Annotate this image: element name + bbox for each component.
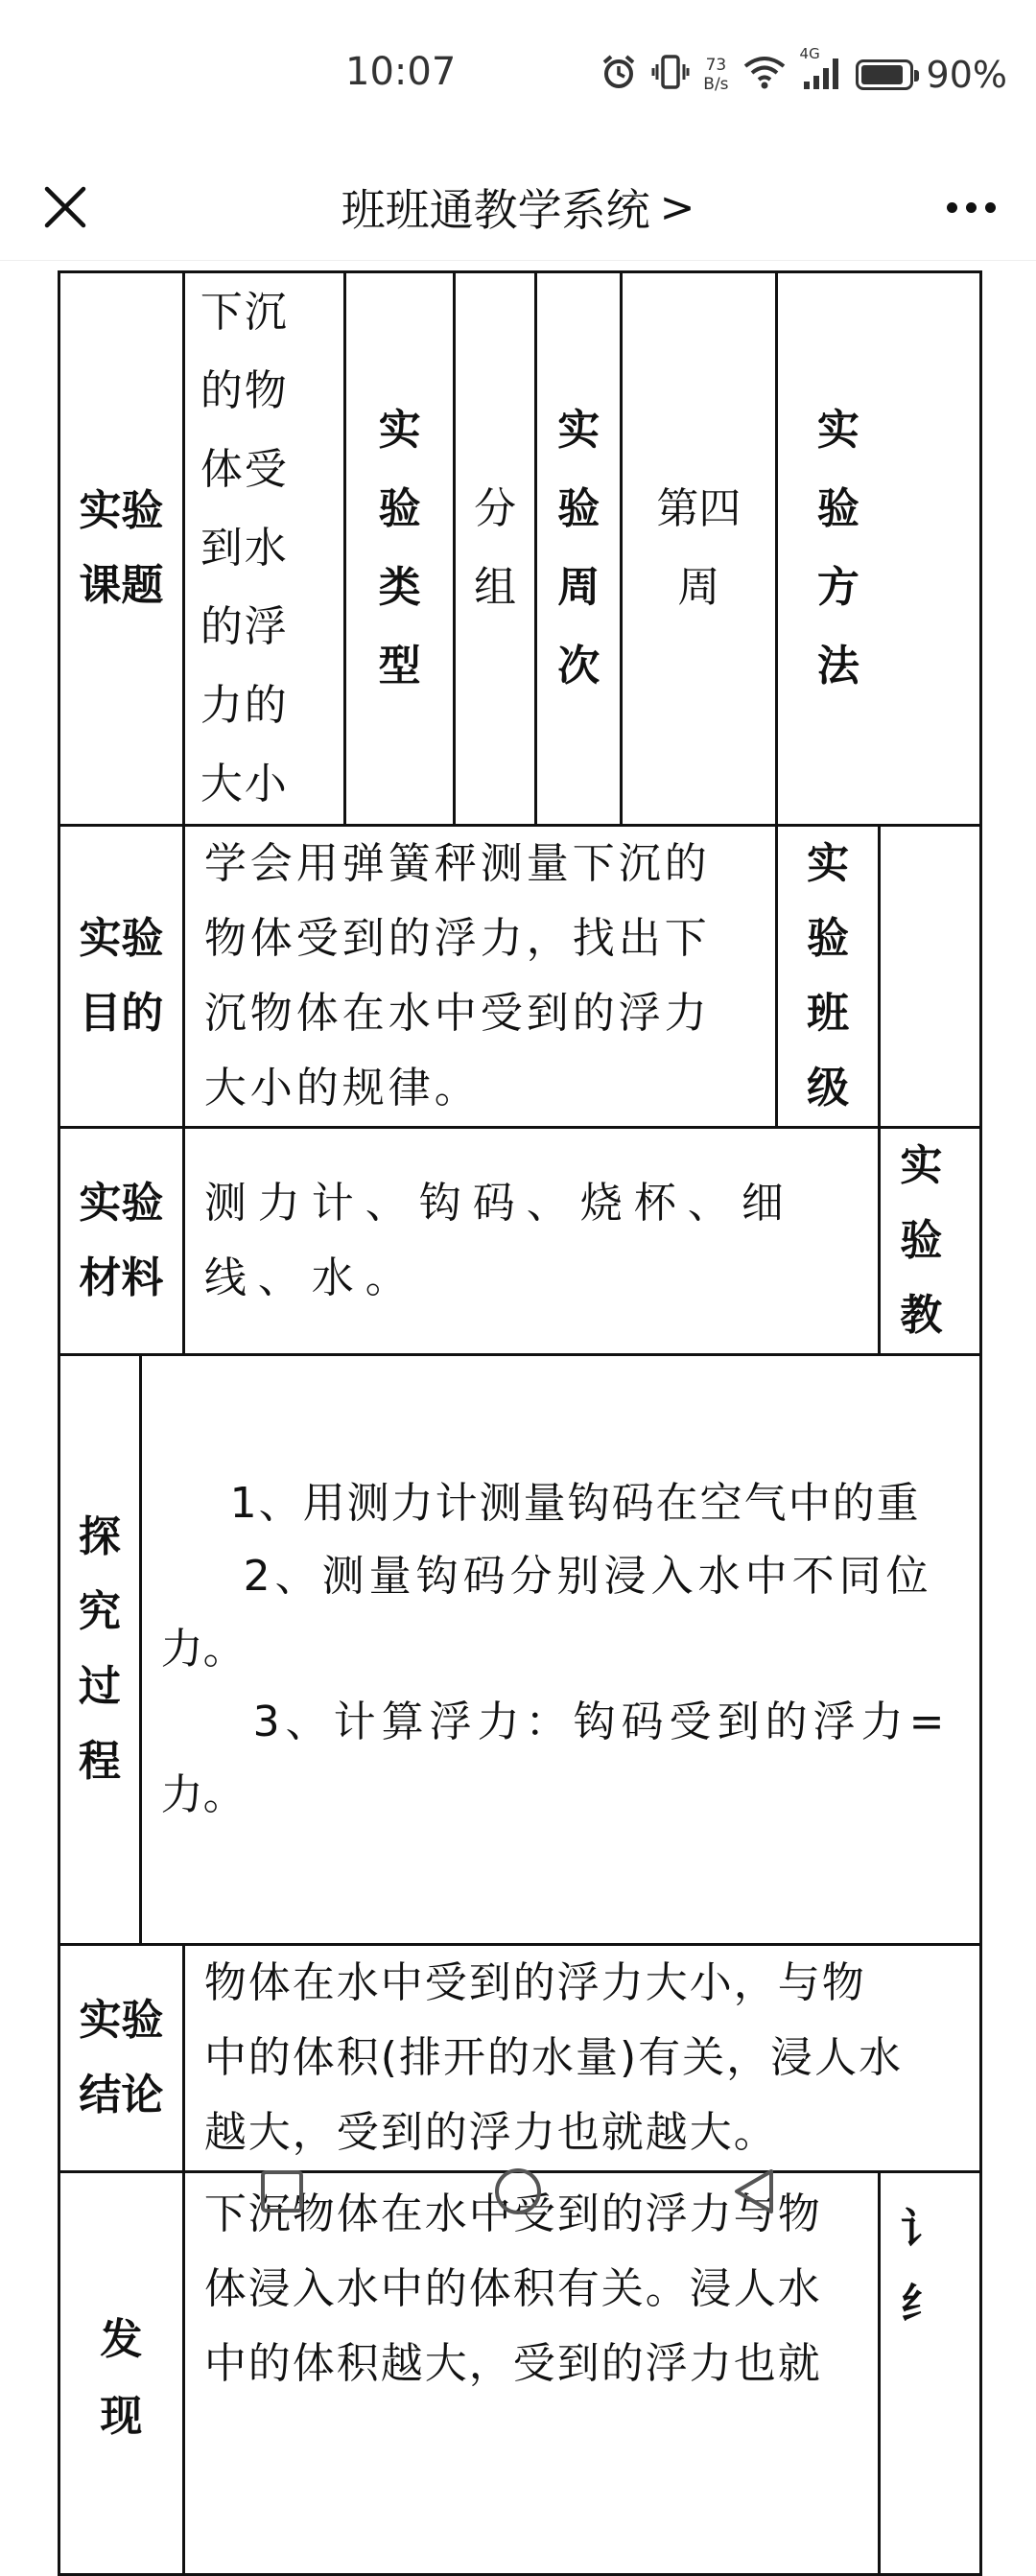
type-label-text: 实验类型 [378,406,421,691]
chevron-right-icon: > [659,182,695,232]
purpose-value-text: 学会用弹簧秤测量下沉的物体受到的浮力，找出下沉物体在水中受到的浮力大小的规律。 [203,839,711,1112]
network-speed-unit: B/s [703,75,729,94]
table-row [59,1945,981,2172]
method-label-text: 实验方法 [816,406,859,691]
home-button[interactable] [489,2163,547,2220]
process-step-3-cont: 力。 [160,1770,246,1819]
recent-apps-icon [259,2168,305,2214]
more-dot-icon [966,202,977,213]
conclusion-line-1: 物体在水中受到的浮力大小，与物 [203,1958,866,2007]
document-viewport[interactable] [0,261,982,2441]
class-label [776,826,879,1128]
materials-value [183,1128,880,1355]
method-label [776,272,980,826]
status-icons [600,44,1007,102]
back-button[interactable] [725,2163,783,2220]
more-dot-icon [985,202,996,213]
table-row [59,1355,981,1945]
type-value [454,272,535,826]
vibrate-icon [651,53,690,98]
process-step-2: 2、测量钩码分别浸入水中不同位 [243,1552,933,1601]
process-value [140,1355,980,1945]
teacher-label [880,1128,981,1355]
process-label [59,1355,141,1945]
materials-value-text: 测力计、钩码、烧杯、细线、水。 [203,1179,795,1302]
type-value-text: 分组 [474,484,517,612]
nav-bar [0,153,1036,261]
conclusion-line-2: 中的体积(排开的水量)有关，浸人水 [203,2033,904,2082]
table-row [59,826,981,1128]
conclusion-label-text: 实验结论 [79,1996,164,2119]
recent-apps-button[interactable] [253,2163,311,2220]
page-title[interactable] [0,153,1036,261]
conclusion-label [59,1945,184,2172]
process-step-1: 1、用测力计测量钩码在空气中的重 [229,1479,921,1528]
discovery-value-text: 下沉物体在水中受到的浮力与物体浸入水中的体积有关。浸人水中的体积越大，受到的浮力也就 [203,2190,822,2388]
topic-label [59,272,184,826]
class-label-text: 实验班级 [807,839,850,1112]
page-title-text: 班班通教学系统 [341,184,650,236]
alarm-icon [600,53,638,98]
week-value-text: 第四周 [656,484,742,612]
more-button[interactable] [932,169,1009,246]
process-step-2-cont: 力。 [160,1625,246,1674]
type-label [345,272,455,826]
home-icon [493,2166,543,2216]
topic-value [183,272,345,826]
battery-fill [861,65,903,84]
table-row [59,1128,981,1355]
process-label-text: 探究过程 [78,1512,121,1786]
purpose-label [59,826,184,1128]
more-dot-icon [947,202,957,213]
topic-value-text: 下沉的物体受到水的浮力的大小 [200,288,289,808]
teacher-label-text: 实验教 [900,1141,943,1340]
network-speed-value: 73 [705,56,727,75]
conclusion-value [183,1945,980,2172]
extra-label-text: 讠纟 [900,2205,943,2329]
materials-label-text: 实验材料 [79,1179,164,1302]
battery-icon [856,59,913,90]
status-time: 10:07 [345,50,457,94]
back-icon [731,2167,777,2215]
week-value [622,272,777,826]
week-label-text: 实验周次 [557,406,600,691]
conclusion-line-3: 越大，受到的浮力也就越大。 [203,2108,778,2157]
battery-percentage: 90% [926,54,1007,96]
topic-label-text: 实验课题 [79,486,164,610]
week-label [536,272,622,826]
discovery-label-text: 发现 [100,2314,143,2441]
class-value [880,826,981,1128]
materials-label [59,1128,184,1355]
signal-icon [799,44,842,98]
network-speed [703,56,728,94]
system-nav-bar [0,2139,1036,2244]
network-type: 4G [799,44,820,62]
wifi-icon [742,53,787,98]
status-bar [0,0,1036,153]
purpose-value [183,826,776,1128]
purpose-label-text: 实验目的 [79,914,164,1038]
table-row [59,272,981,826]
process-step-3: 3、计算浮力：钩码受到的浮力= [252,1698,951,1746]
